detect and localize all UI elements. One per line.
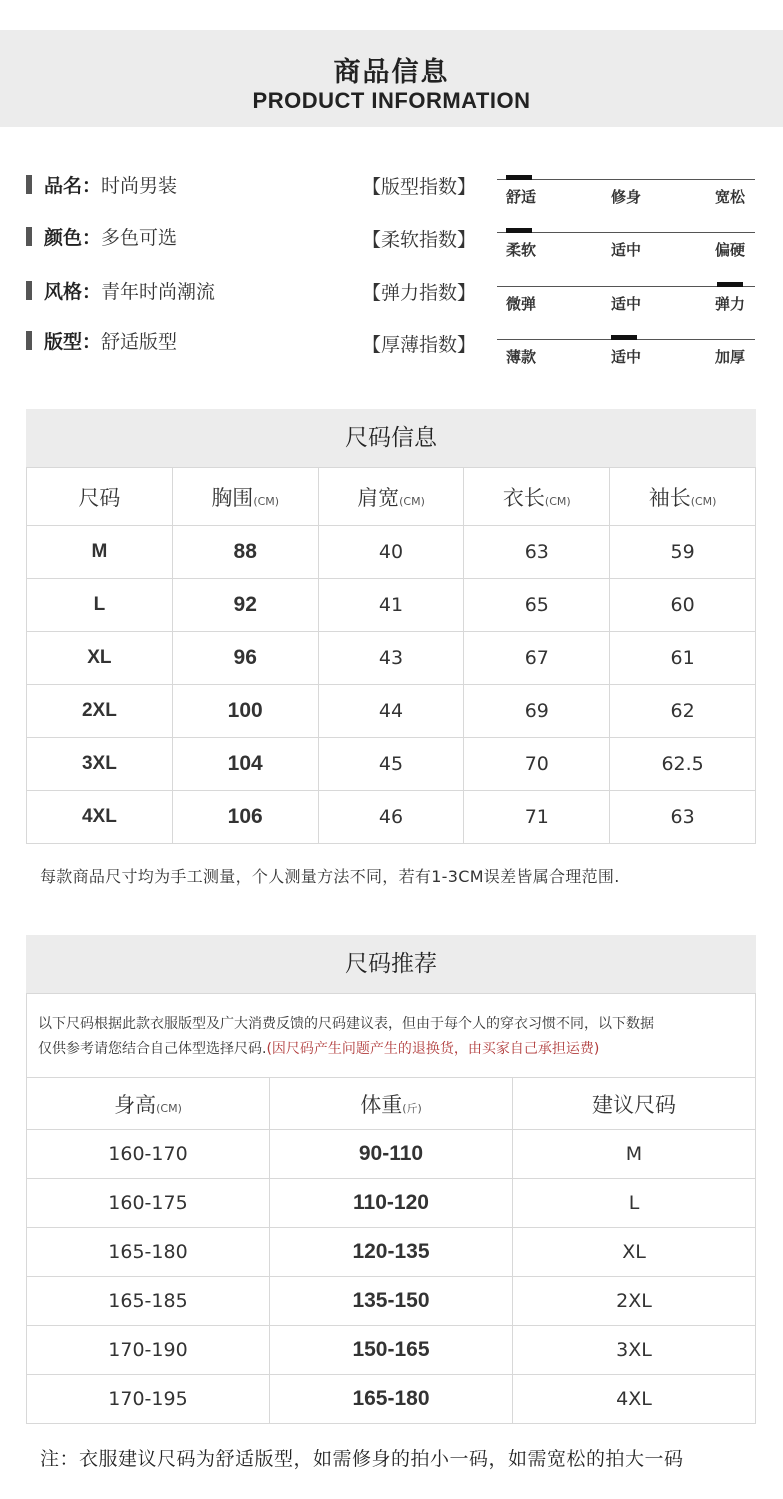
attr-key: 品名： [44,174,102,197]
size-info-title: 尺码信息 [345,425,437,451]
size-info-header [26,409,756,467]
attr-key: 风格： [44,280,102,303]
shoulder-cell: 44 [318,685,464,738]
recommended-size-cell: 4XL [513,1375,756,1424]
attr-value: 舒适版型 [101,330,178,353]
height-cell: 160-170 [27,1130,270,1179]
column-header: 胸围(CM) [172,468,318,526]
weight-cell: 150-165 [270,1326,513,1375]
page-header [0,30,783,127]
table-row [27,1326,756,1375]
bullet-bar-icon [26,227,32,246]
recommend-desc-line2: 仅供参考请您结合自己体型选择尺码.(因尺码产生问题产生的退换货，由买家自己承担运费) [38,1041,600,1057]
recommended-size-cell: 3XL [513,1326,756,1375]
column-header: 尺码 [27,468,173,526]
recommended-size-cell: XL [513,1228,756,1277]
table-row [27,632,756,685]
size-cell: 4XL [27,791,173,844]
bullet-bar-icon [26,331,32,350]
length-cell: 63 [464,526,610,579]
scale-option: 舒适 [506,188,537,206]
shoulder-cell: 40 [318,526,464,579]
height-cell: 165-185 [27,1277,270,1326]
index-label-fit: 【版型指数】 [362,176,477,198]
chest-cell: 100 [172,685,318,738]
column-header: 建议尺码 [513,1078,756,1130]
table-row [27,791,756,844]
table-row [27,1277,756,1326]
header-title-cn: 商品信息 [333,57,450,88]
length-cell: 65 [464,579,610,632]
index-scale [497,332,755,366]
chest-cell: 104 [172,738,318,791]
weight-cell: 165-180 [270,1375,513,1424]
length-cell: 67 [464,632,610,685]
size-info-table [26,467,756,844]
shoulder-cell: 41 [318,579,464,632]
scale-option: 适中 [611,295,642,313]
recommend-desc [38,1012,758,1062]
chest-cell: 106 [172,791,318,844]
scale-marker [506,228,532,233]
length-cell: 69 [464,685,610,738]
scale-option: 薄款 [506,348,537,366]
table-row [27,526,756,579]
table-row [27,1375,756,1424]
recommended-size-cell: M [513,1130,756,1179]
sleeve-cell: 62 [610,685,756,738]
scale-option: 微弹 [506,295,537,313]
shoulder-cell: 46 [318,791,464,844]
weight-cell: 135-150 [270,1277,513,1326]
weight-cell: 120-135 [270,1228,513,1277]
table-row [27,738,756,791]
column-header: 肩宽(CM) [318,468,464,526]
chest-cell: 92 [172,579,318,632]
size-cell: 2XL [27,685,173,738]
scale-option: 适中 [611,348,642,366]
column-header: 袖长(CM) [610,468,756,526]
table-row [27,1228,756,1277]
scale-option: 偏硬 [715,241,746,259]
table-row [27,685,756,738]
sleeve-cell: 60 [610,579,756,632]
bullet-bar-icon [26,281,32,300]
table-header-row [27,1078,756,1130]
column-header: 身高(CM) [27,1078,270,1130]
height-cell: 170-190 [27,1326,270,1375]
scale-option: 宽松 [715,188,746,206]
index-scale [497,225,755,259]
index-scale [497,172,755,206]
chest-cell: 88 [172,526,318,579]
table-header-row [27,468,756,526]
sleeve-cell: 63 [610,791,756,844]
attr-key: 版型： [44,330,102,353]
bullet-bar-icon [26,175,32,194]
chest-cell: 96 [172,632,318,685]
sleeve-cell: 59 [610,526,756,579]
attr-value: 青年时尚潮流 [101,280,216,303]
size-recommend-table [26,1077,756,1424]
shoulder-cell: 45 [318,738,464,791]
scale-line [497,179,755,180]
recommended-size-cell: 2XL [513,1277,756,1326]
attr-name [26,170,177,198]
size-recommend-header [26,935,756,993]
scale-marker [611,335,637,340]
shoulder-cell: 43 [318,632,464,685]
size-recommend-title: 尺码推荐 [345,951,437,977]
sleeve-cell: 62.5 [610,738,756,791]
scale-option: 适中 [611,241,642,259]
scale-marker [506,175,532,180]
header-title-en: PRODUCT INFORMATION [252,88,531,113]
height-cell: 165-180 [27,1228,270,1277]
index-label-thickness: 【厚薄指数】 [362,334,477,356]
attr-color [26,222,177,250]
scale-option: 柔软 [506,241,537,259]
index-scale [497,279,755,313]
scale-option: 加厚 [715,348,746,366]
scale-option: 弹力 [715,295,746,313]
size-cell: L [27,579,173,632]
size-cell: M [27,526,173,579]
size-cell: 3XL [27,738,173,791]
footer-note: 注：衣服建议尺码为舒适版型，如需修身的拍小一码，如需宽松的拍大一码 [40,1448,684,1470]
index-label-softness: 【柔软指数】 [362,229,477,251]
attr-key: 颜色： [44,226,102,249]
attr-value: 多色可选 [101,226,178,249]
recommended-size-cell: L [513,1179,756,1228]
index-label-elasticity: 【弹力指数】 [362,282,477,304]
column-header: 体重(斤) [270,1078,513,1130]
scale-line [497,232,755,233]
scale-option: 修身 [611,188,642,206]
length-cell: 71 [464,791,610,844]
weight-cell: 90-110 [270,1130,513,1179]
scale-marker [717,282,743,287]
height-cell: 170-195 [27,1375,270,1424]
recommend-desc-line1: 以下尺码根据此款衣服版型及广大消费反馈的尺码建议表，但由于每个人的穿衣习惯不同，以下数据 [38,1016,654,1032]
table-row [27,1179,756,1228]
size-cell: XL [27,632,173,685]
column-header: 衣长(CM) [464,468,610,526]
attr-fit [26,326,177,354]
attr-style [26,276,215,304]
measurement-note: 每款商品尺寸均为手工测量，个人测量方法不同，若有1-3CM误差皆属合理范围. [40,867,620,886]
weight-cell: 110-120 [270,1179,513,1228]
height-cell: 160-175 [27,1179,270,1228]
length-cell: 70 [464,738,610,791]
sleeve-cell: 61 [610,632,756,685]
return-shipping-notice: (因尺码产生问题产生的退换货，由买家自己承担运费) [266,1041,600,1057]
attr-value: 时尚男装 [101,174,178,197]
table-row [27,579,756,632]
table-row [27,1130,756,1179]
